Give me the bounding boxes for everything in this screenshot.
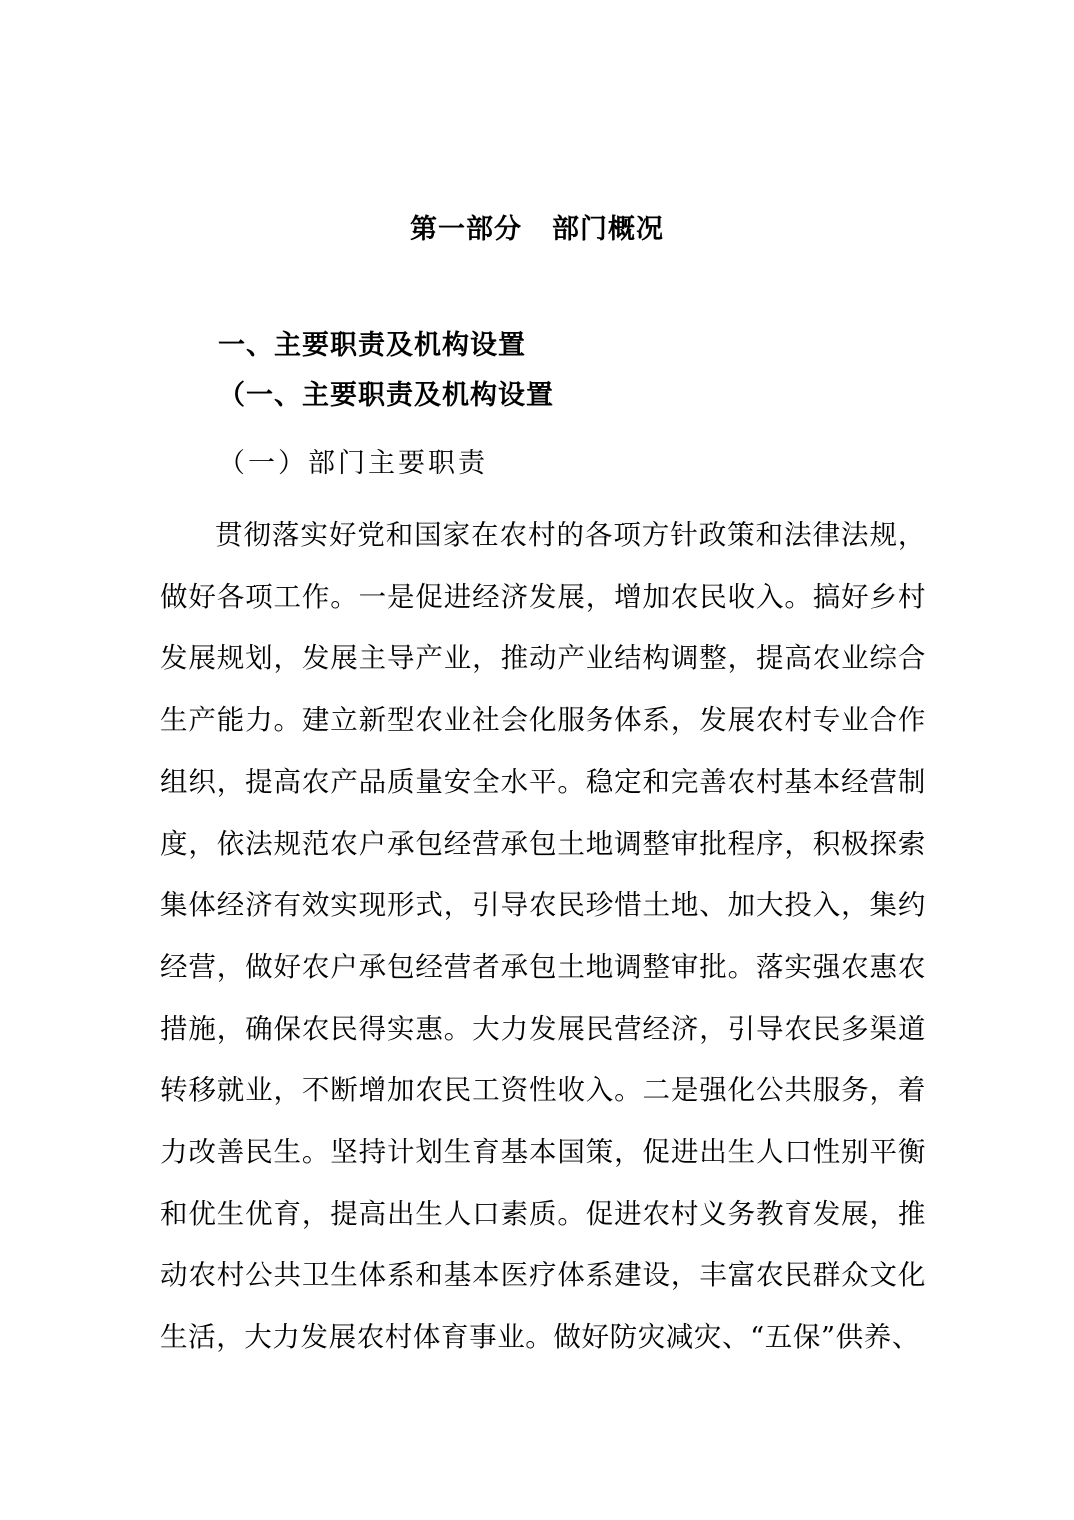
part-title-number: 第一部分 [410, 214, 522, 245]
section-heading-repeat: （一、主要职责及机构设置 [218, 380, 554, 411]
section-heading: 一、主要职责及机构设置 [218, 330, 526, 361]
part-title-name: 部门概况 [552, 214, 664, 245]
subsection-heading: （一）部门主要职责 [218, 448, 488, 479]
body-paragraph: 贯彻落实好党和国家在农村的各项方针政策和法律法规，做好各项工作。一是促进经济发展，增加农民收入。搞好乡村发展规划，发展主导产业，推动产业结构调整，提高农业综合生产能力。建立新型农业社会化服务体系，发展农村专业合作组织，提高农产品质量安全水平。稳定和完善农村基本经营制度，依法规范农户承包经营承包土地调整审批程序，积极探索集体经济有效实现形式，引导农民珍惜土地、加大投入，集约经营，做好农户承包经营者承包土地调整审批。落实强农惠农措施，确保农民得实惠。大力发展民营经济，引导农民多渠道转移就业，不断增加农民工资性收入。二是强化公共服务，着力改善民生。坚持计划生育基本国策，促进出生人口性别平衡和优生优育，提高出生人口素质。促进农村义务教育发展，推动农村公共卫生体系和基本医疗体系建设，丰富农民群众文化生活，大力发展农村体育事业。做好防灾减灾、“五保”供养、 [160, 519, 926, 1354]
part-title [0, 210, 1074, 250]
